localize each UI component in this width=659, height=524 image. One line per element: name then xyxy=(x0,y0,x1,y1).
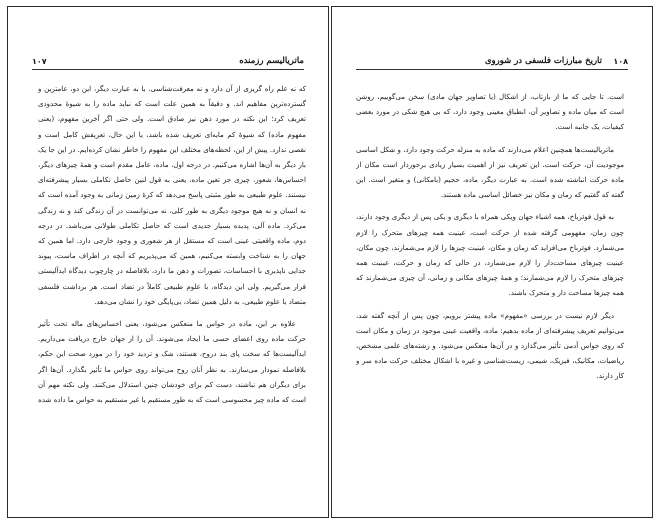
left-page-number: ۱۰۷ xyxy=(32,57,47,66)
left-running-title: ماتریالیسم رزمنده xyxy=(239,56,304,66)
right-running-title: تاریخ مبارزات فلسفی در شوروی xyxy=(484,56,602,66)
right-page-body xyxy=(356,89,624,497)
paragraph: به قول فوئرباخ، همه اشیاء جهان ویکی همراه با دیگری و یکی پس از دیگری وجود دارند، چون زمان، مفهومی گرفته شده از حرکت است، عینیت همه چیزهای متحرک را لازم می‌شمارد. فوئرباخ می‌افزاید که زمان و مکان، عینیت چیزها را لازم می‌شمارند، چون مکان، عینیت چیزهای مساحت‌دار را لازم می‌شمارد، در حالی که زمان و حرکت، عینیت همه چیزهای متحرک را لازم می‌شمارند؛ و همهٔ چیزهای مکانی و زمانی، آن چیزی می‌شمارند که همه چیزها مساحت دار و متحرک باشند. xyxy=(356,212,624,298)
left-page-body xyxy=(38,81,306,497)
paragraph: دیگر لازم نیست در بررسی «مفهوم» ماده پیشتر برویم، چون پس از آنچه گفته شد، می‌توانیم تعریف پیشرفته‌ای از ماده بدهیم: ماده، واقعیت عینی موجود در زمان و مکان است که روی حواس آدمی تأثیر می‌گذارد و در آن‌ها منعکس می‌شود. و رشته‌های علمی مشخص، ریاضیات، مکانیک، فیزیک، شیمی، زیست‌شناسی و غیره با اشکال مختلف حرکت ماده سر و کار دارند. xyxy=(356,310,624,381)
paragraph: است. تا جایی که ما از بازتاب، از اشکال (یا تصاویر جهان مادی) سخن می‌گوییم، روشن است که میان ماده و تصاویر آن، انطباق معینی وجود دارد، که بی هیچ شکی در مورد بعضی کیفیات، یک جانبه است. xyxy=(356,92,624,132)
right-page-number: ۱۰۸ xyxy=(613,57,628,66)
paragraph: ماتریالیست‌ها همچنین اعلام می‌دارند که ماده به منزله حرکت وجود دارد، و شکل اساسی موجودیت آن، حرکت است. این تعریف نیز از اهمیت بسیار زیادی برخوردار است مکان از ماده حرکت انباشته شده است. به عبارت دیگر، ماده، حجیم (بامکانی) و متغیر است. این گفته که گفتیم که زمان و مکان نیز خصائل اساسی ماده هستند. xyxy=(356,144,624,200)
left-page-header xyxy=(32,53,304,70)
left-page xyxy=(7,6,329,518)
paragraph: که نه علم راه گریزی از آن دارد و نه معرفت‌شناسی. یا به عبارت دیگر، این دو، عامترین و گسترده‌ترین مفاهیم اند. و دقیقاً به همین علت است که نباید ماده را به شیوهٔ محدودی تعریف کرد؛ این نکته در مورد ذهن نیز صادق است. ولی حتی اگر آخرین مفهوم، (یعنی مفهوم ماده) که شیوهٔ کم مایه‌ای تعریف شده باشد، یا این حال، تعریفش کامل است و نقصی ندارد. پیش از این، لحظه‌های مختلف این مفهوم را خاطر نشان کرده‌ایم. در این جا یک بار دیگر به آن‌ها اشاره می‌کنیم. در درجه اول، ماده، عامل مقدم است و همهٔ چیزهای دیگر، احساس‌ها، شعور، چیزی جز تعین ماده، یعنی به قول لنین حاصل تکاملی بسیار پیشرفته‌ای نیستند. علوم طبیعی به طور مثبتی پاسخ می‌دهد که کرهٔ زمین زمانی به وجود آمده است که نه انسان و نه هیچ موجود دیگری به طور کلی، نه می‌توانست در آن زندگی کند و نه زندگی می‌کرد. ماده آلی، پدیده بسیار جدیدی است که حاصل تکاملی طولانی می‌باشد. در درجه دوم، ماده واقعیتی عینی است که مستقل از هر شعوری و وجود خارجی دارد. اما همین که جهان را به شناخت وابسته می‌کنیم، همین که می‌پذیریم که آنچه در اطراف ماست، پیوند جدایی ناپذیری با احساسات، تصورات و ذهن ما دارد، بلافاصله در چارچوب دیدگاه ایدآلیستی قرار می‌گیریم. ولی این دیدگاه، با علوم طبیعی کاملاً در تضاد است. هر برداشت فلسفی متضاد با علوم طبیعی، به دلیل همین تضاد، بی‌پایگی خود را نشان می‌دهد. xyxy=(38,84,306,306)
right-page-header xyxy=(356,53,628,70)
right-page xyxy=(331,6,653,518)
paragraph: علاوه بر این، ماده در حواس ما منعکس می‌شود، یعنی احساس‌های ماله تحت تأثیر حرکت ماده روی اعضای حسی ما ایجاد می‌شوند. آن را از جهان خارج دریافت می‌داریم. ایدآلیست‌ها که سخت پای بند دروح، هستند، شک و تردید خود را در مورد صحت این حکم، بلافاصله نمودار می‌سازند. به نظر آنان روح می‌تواند روی حواس ما تأثیر بگذارد. آن‌ها اگر برای دیگران هم نباشند، دست کم برای خودشان چنین استدلال می‌کنند. ولی نکته مهم آن است که ماده چیز محسوسی است که به طور مستقیم یا غیر مستقیم به حواس ما داده شده xyxy=(38,319,306,405)
